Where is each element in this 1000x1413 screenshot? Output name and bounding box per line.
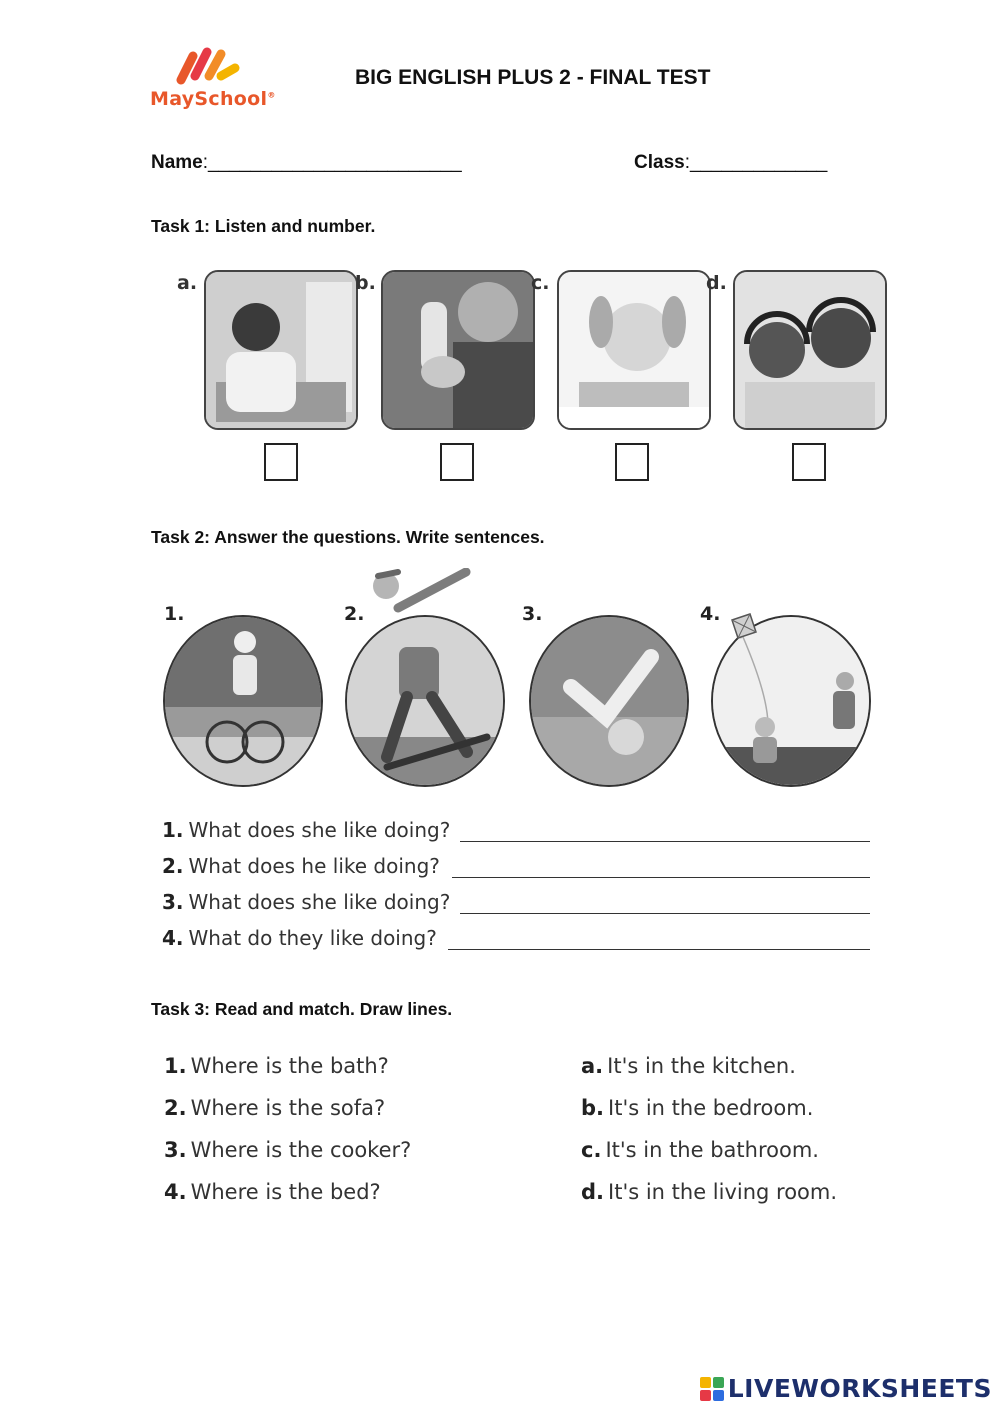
task2-question-2 xyxy=(162,854,440,878)
task3-left-item-1[interactable] xyxy=(164,1054,389,1078)
class-field[interactable] xyxy=(634,152,827,174)
question-number: 2. xyxy=(162,854,184,878)
mayschool-logo-mark xyxy=(175,46,245,90)
task2-answer-line-2[interactable] xyxy=(452,876,870,878)
task3-left-item-2[interactable] xyxy=(164,1096,385,1120)
task1-label-b: b. xyxy=(355,272,376,294)
page-title: BIG ENGLISH PLUS 2 - FINAL TEST xyxy=(355,66,711,89)
item-letter: d. xyxy=(581,1180,605,1204)
task1-checkbox-a[interactable] xyxy=(264,443,298,481)
task3-right-item-d[interactable] xyxy=(581,1180,837,1204)
task1-photo-a xyxy=(204,270,358,430)
task2-answer-line-1[interactable] xyxy=(460,840,870,842)
task3-right-item-a[interactable] xyxy=(581,1054,796,1078)
task3-right-item-b[interactable] xyxy=(581,1096,813,1120)
task2-heading: Task 2: Answer the questions. Write sentences. xyxy=(151,527,545,547)
task1-checkbox-d[interactable] xyxy=(792,443,826,481)
registered-mark: ® xyxy=(267,90,276,100)
question-number: 1. xyxy=(162,818,184,842)
item-text: Where is the bed? xyxy=(190,1180,381,1204)
item-number: 4. xyxy=(164,1180,187,1204)
task1-heading: Task 1: Listen and number. xyxy=(151,216,376,236)
task2-label-2: 2. xyxy=(344,603,365,625)
item-text: It's in the bathroom. xyxy=(605,1138,819,1162)
task2-skater-head xyxy=(368,568,473,628)
liveworksheets-brand xyxy=(700,1374,992,1403)
question-text: What do they like doing? xyxy=(188,926,437,950)
question-text: What does she like doing? xyxy=(188,818,451,842)
item-text: It's in the living room. xyxy=(608,1180,838,1204)
task2-question-3 xyxy=(162,890,450,914)
question-text: What does he like doing? xyxy=(188,854,440,878)
task1-checkbox-c[interactable] xyxy=(615,443,649,481)
task2-question-4 xyxy=(162,926,437,950)
task3-heading: Task 3: Read and match. Draw lines. xyxy=(151,999,453,1019)
task3-left-item-3[interactable] xyxy=(164,1138,411,1162)
mayschool-logo xyxy=(150,46,276,116)
question-number: 4. xyxy=(162,926,184,950)
name-field[interactable] xyxy=(151,152,462,174)
task2-kite-icon xyxy=(726,610,760,644)
liveworksheets-text: LIVEWORKSHEETS xyxy=(727,1374,992,1403)
item-letter: c. xyxy=(581,1138,602,1162)
task2-photo-3 xyxy=(529,615,689,787)
task1-photo-b xyxy=(381,270,535,430)
task1-label-a: a. xyxy=(177,272,198,294)
name-line: :________________________ xyxy=(202,152,462,173)
item-letter: b. xyxy=(581,1096,605,1120)
item-text: It's in the kitchen. xyxy=(607,1054,796,1078)
liveworksheets-logo-icon xyxy=(700,1377,724,1401)
logo-text: MaySchool® xyxy=(150,88,276,110)
name-label: Name xyxy=(151,152,203,173)
task2-label-3: 3. xyxy=(522,603,543,625)
task2-photo-1 xyxy=(163,615,323,787)
task2-answer-line-4[interactable] xyxy=(448,948,870,950)
item-text: Where is the sofa? xyxy=(190,1096,386,1120)
item-number: 1. xyxy=(164,1054,187,1078)
item-letter: a. xyxy=(581,1054,604,1078)
task1-label-c: c. xyxy=(531,272,550,294)
class-line: :_____________ xyxy=(684,152,828,173)
task3-left-item-4[interactable] xyxy=(164,1180,381,1204)
task1-photo-c xyxy=(557,270,711,430)
task2-answer-line-3[interactable] xyxy=(460,912,870,914)
task2-question-1 xyxy=(162,818,450,842)
item-text: Where is the cooker? xyxy=(190,1138,412,1162)
task2-label-4: 4. xyxy=(700,603,721,625)
item-number: 2. xyxy=(164,1096,187,1120)
class-label: Class xyxy=(634,152,685,173)
task1-checkbox-b[interactable] xyxy=(440,443,474,481)
item-text: It's in the bedroom. xyxy=(608,1096,814,1120)
question-number: 3. xyxy=(162,890,184,914)
task1-label-d: d. xyxy=(706,272,727,294)
task1-photo-d xyxy=(733,270,887,430)
item-text: Where is the bath? xyxy=(190,1054,389,1078)
task2-photo-2 xyxy=(345,615,505,787)
task2-label-1: 1. xyxy=(164,603,185,625)
item-number: 3. xyxy=(164,1138,187,1162)
task3-right-item-c[interactable] xyxy=(581,1138,819,1162)
question-text: What does she like doing? xyxy=(188,890,451,914)
